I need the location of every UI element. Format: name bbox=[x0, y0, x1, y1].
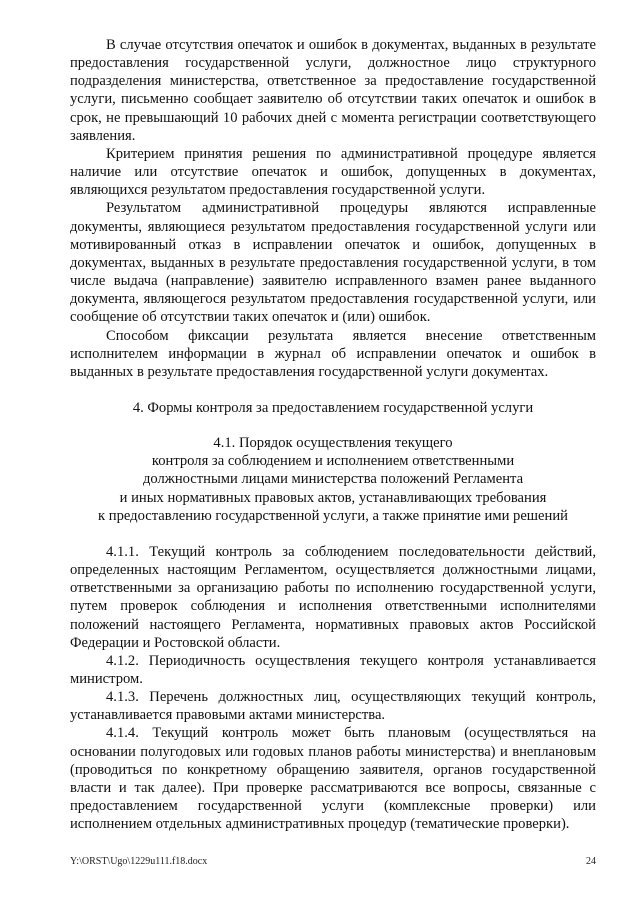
clause-4-1-3: 4.1.3. Перечень должностных лиц, осуществляющих текущий контроль, устанавливается правовыми актами министерства. bbox=[70, 689, 596, 724]
paragraph-no-errors: В случае отсутствия опечаток и ошибок в документах, выданных в результате предоставления государственной услуги, должностное лицо структурного подразделения министерства, ответственное за предоставление государственной услуги, письменно сообщает заявителю об отсутствии таких опечаток и ошибок в срок, не превышающий 10 рабочих дней с момента регистрации соответствующего заявления. bbox=[70, 37, 596, 144]
clause-4-1-1: 4.1.1. Текущий контроль за соблюдением последовательности действий, определенных настоящим Регламентом, осуществляется должностными лицами, ответственными за организацию работы по исполнению государственной услуги, путем проверок соблюдения и исполнения ответственными исполнителями положений настоящего Регламента, нормативных правовых актов Российской Федерации и Ростовской области. bbox=[70, 543, 596, 651]
subsection-heading bbox=[70, 434, 596, 525]
footer-file-path: Y:\ORST\Ugo\1229u111.f18.docx bbox=[70, 856, 208, 867]
page-number: 24 bbox=[586, 856, 596, 867]
document-page bbox=[70, 36, 596, 833]
subsection-heading-line: к предоставлению государственной услуги, а также принятие ими решений bbox=[98, 507, 568, 524]
paragraph-result-recording: Способом фиксации результата является внесение ответственным исполнителем информации в журнал об исправлении опечаток и ошибок в выданных в результате предоставления государственной услуги документах. bbox=[70, 327, 596, 380]
subsection-heading-line: должностными лицами министерства положений Регламента bbox=[142, 471, 524, 488]
subsection-heading-line: контроля за соблюдением и исполнением ответственными bbox=[151, 453, 515, 470]
subsection-heading-line: 4.1. Порядок осуществления текущего bbox=[213, 435, 453, 452]
section-heading: 4. Формы контроля за предоставлением государственной услуги bbox=[132, 399, 534, 416]
clause-4-1-2: 4.1.2. Периодичность осуществления текущего контроля устанавливается министром. bbox=[70, 652, 596, 687]
paragraph-procedure-result: Результатом административной процедуры являются исправленные документы, являющиеся результатом предоставления государственной услуги или мотивированный отказ в исправлении опечаток и ошибок, допущенных в документах, выданных в результате предоставления государственной услуги, в том числе выдача (направление) заявителю исправленного взамен ранее выданного документа, являющегося результатом предоставления государственной услуги, или сообщение об отсутствии таких опечаток и (или) ошибок. bbox=[70, 200, 596, 326]
subsection-heading-line: и иных нормативных правовых актов, устанавливающих требования bbox=[119, 489, 547, 506]
paragraph-decision-criterion: Критерием принятия решения по административной процедуре является наличие или отсутствие опечаток и ошибок, допущенных в документах, являющихся результатом предоставления государственной услуги. bbox=[70, 145, 596, 199]
clause-4-1-4: 4.1.4. Текущий контроль может быть плановым (осуществляться на основании полугодовых или годовых планов работы министерства) и внеплановым (проводиться по конкретному обращению заявителя, органов государственной власти и так далее). При проверке рассматриваются все вопросы, связанные с предоставлением государственной услуги (комплексные проверки) или исполнением отдельных административных процедур (тематические проверки). bbox=[70, 725, 596, 833]
